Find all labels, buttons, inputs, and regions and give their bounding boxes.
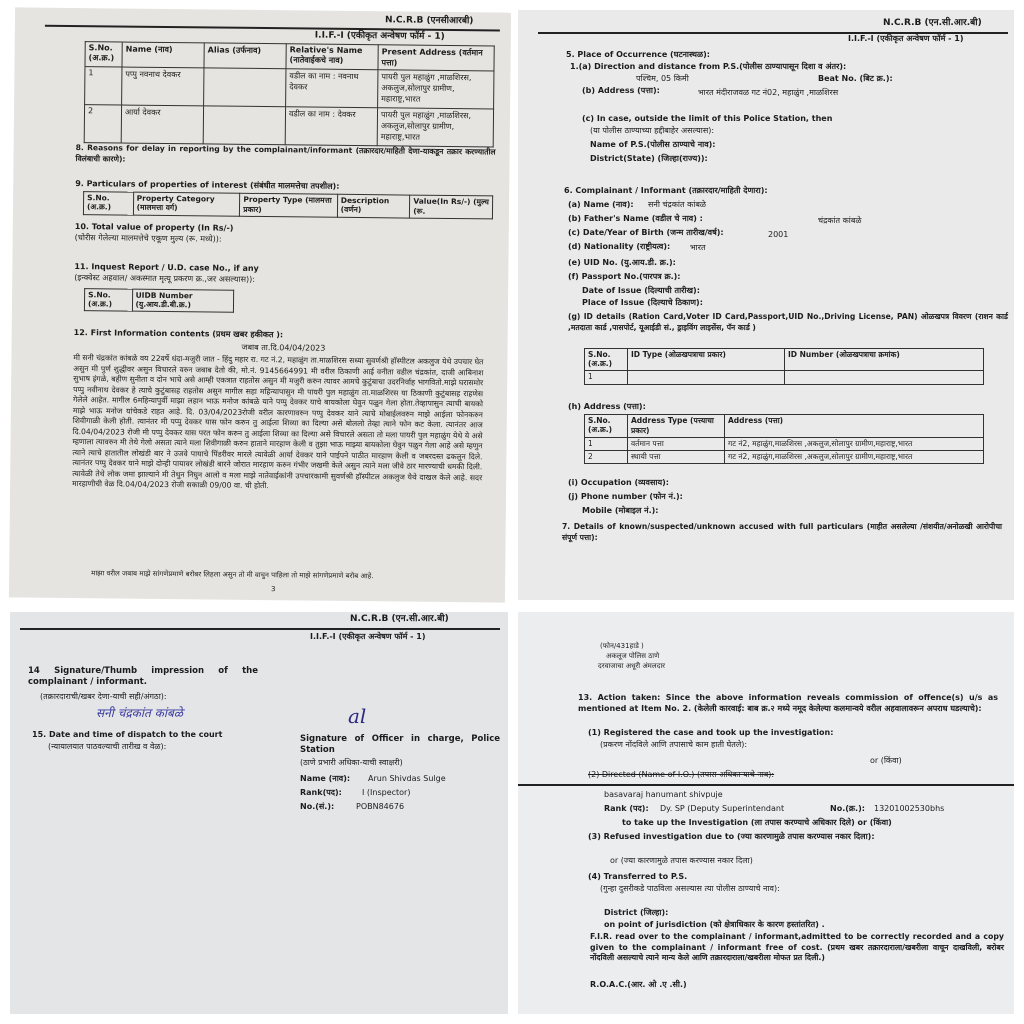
fir-date: जबाब ता.दि.04/04/2023 [241,342,326,353]
beat-label: Beat No. (बिट क्र.): [818,74,893,83]
table-cell: वडील का नाम : देवकर [285,107,377,146]
stamp-line-3: दरवाजाचा अधूरी अंमलदार [598,662,666,670]
complainant-signature: सनी चंद्रकांत कांबळे [96,706,183,720]
item-8-delay-reasons: 8. Reasons for delay in reporting by the complainant/informant (तक्रारदार/माहिती देणा-याकडून तक्रार करण्यातील विलंबाची कारणे): [75,143,496,164]
item-5-direction-label: 1.(a) Direction and distance from P.S.(पोलीस ठाण्यापासून दिशा व अंतर): [570,62,847,71]
item-14-signature: 14 Signature/Thumb impression of the complainant / informant. [28,666,258,687]
stamp-line-2: अकलूज पोलिस ठाणे [606,652,660,660]
address-table [584,414,984,464]
complainant-name-value: सनी चंद्रकांत कांबळे [648,200,706,209]
mobile-label: Mobile (मोबाइल नं.): [582,506,659,515]
address-value: भारत मंदीराजवळ गट नं02, महाळुंग ,माळशिरस [698,88,839,97]
district-label: District (जिल्हा): [604,908,669,917]
page-number: 3 [270,585,276,594]
passport-label: (f) Passport No.(पारपत्र क्र.): [568,272,681,281]
table-cell: वडील का नाम : नवनाथ देवकर [286,69,378,108]
officer-in-charge-heading: Signature of Officer in charge, Police Station [300,734,500,755]
dob-label: (c) Date/Year of Birth (जन्म तारीख/वर्ष): [568,228,724,237]
table-cell: 1 [585,438,628,451]
item-11-marathi: (इन्क्वेस्ट अहवाल/ अकस्मात मृत्यू प्रकरण क्र.,जर असल्यास)): [74,273,256,284]
property-table [83,191,493,219]
item-15-marathi: (न्यायालयात पाठवल्याची तारीख व वेळ): [48,742,167,751]
item-11-inquest: 11. Inquest Report / U.D. case No., if any [74,262,259,273]
item-13-action-taken: 13. Action taken: Since the above information reveals commission of offence(s) u/s as mentioned at Item No. 2. (केलेली कारवाई: बाब क्र.२ मध्ये नमूद केलेल्या कलमान्वये वरील अहवालावरून अपराध घडल्याचे): [578,693,998,713]
column-header: Description (वर्णन) [337,194,410,218]
officer-no-label: No.(सं.): [300,802,335,811]
table-cell: आर्या देवकर [121,105,203,144]
officer-heading-marathi: (ठाणे प्रभारी अधिका-याची स्वाक्षरी) [300,758,403,767]
table-header-row [585,349,984,371]
io-rank-value: Dy. SP (Deputy Superintendant [660,804,785,813]
table-cell: पायरी पुल महाळुंग ,माळशिरस, अकलुज,सोलापुर ग्रामीण, महाराष्ट्र,भारत [378,70,494,109]
item-13-1-marathi: (प्रकरण नोंदविले आणि तपासाचे काम हाती घेतले): [600,740,748,749]
id-table [584,348,984,385]
item-13-1-registered: (1) Registered the case and took up the investigation: [588,728,834,737]
table-header-row [84,289,233,313]
fir-statement-end: माझा वरील जबाब माझे सांगणेप्रमाणे बरोबर लिहला असुन तो मी वाचुन पाहिला तो माझे सांगणेप्रमाणे बरोब आहे. [91,569,374,581]
table-cell [785,371,984,385]
district-label: District(State) (जिल्हा(राज्य)): [590,154,708,163]
io-rank-label: Rank (पद): [604,804,649,813]
table-row [85,67,494,109]
io-no-value: 13201002530bhs [874,804,945,813]
table-cell: 2 [585,451,628,464]
nationality-value: भारत [690,243,706,252]
ncrb-header: N.C.R.B (एनसीआरबी) [384,15,474,27]
table-cell: वर्तमान पत्ता [628,438,725,451]
form-title: I.I.F.-I (एकीकृत अन्वेषण फॉर्म - 1) [310,632,426,641]
take-up-investigation: to take up the Investigation (ला तपास करण्याचे अधिकार दिले) or (किंवा) [622,818,892,827]
table-row [84,105,493,147]
column-header: Property Category (मालमत्ता वर्ग) [133,192,240,216]
column-header: Present Address (वर्तमान पत्ता) [378,45,494,71]
phone-label: (j) Phone number (फोन नं.): [568,492,683,501]
father-name-label: (b) Father's Name (वडील चे नाव) : [568,214,703,223]
stamp-line-1: (फोन/431हाडे ) [600,642,644,650]
item-15-dispatch: 15. Date and time of dispatch to the court [32,730,223,739]
item-10-total-value: 10. Total value of property (In Rs/-) [74,222,234,233]
table-cell: 2 [84,105,121,143]
column-header: Address Type (पत्त्याचा प्रकार) [628,415,725,438]
fir-read-over: F.I.R. read over to the complainant / informant,admitted to be correctly recorded and a copy given to the complainant / informant free of cost. (प्रथम खबर तक्रारदाराला/खबरीला वाचून दाखविली, बरोबर नोंदविली असल्याचे त्याने मान्य केले आणि तक्रारदाराला/खबरीला मोफत प्रत दिली.) [590,932,1004,962]
officer-rank-label: Rank(पद): [300,788,342,797]
table-row [585,371,984,385]
item-13-2-directed: (2) Directed (Name of I.O.) (तपास अधिकाऱ्याचे नाव): [588,770,775,779]
item-12-fir-contents: 12. First Information contents (प्रथम खबर हकीकत ): [73,328,284,340]
form-title: I.I.F.-I (एकीकृत अन्वेषण फॉर्म - 1) [314,30,445,42]
column-header: S.No. (अ.क्र.) [585,349,628,371]
uidb-table [84,288,234,313]
fir-page-2 [518,10,1014,600]
table-cell: 1 [85,67,122,105]
uid-label: (e) UID No. (यु.आय.डी. क्र.): [568,258,676,267]
item-7-accused: 7. Details of known/suspected/unknown accused with full particulars (माहीत असलेल्या /संशयीत/अनोळखी आरोपीचा संपूर्ण पत्ता): [562,522,1002,542]
dob-value: 2001 [768,230,789,239]
column-header: S.No. (अ.क्र.) [85,42,122,67]
table-cell [204,68,286,107]
item-13-4-marathi: (गुन्हा दुसरीकडे पाठविला असल्यास त्या पोलीस ठाण्याचे नाव): [600,884,780,893]
roac-label: R.O.A.C.(आर. ओ .ए .सी.) [590,980,687,989]
officer-rank-value: I (Inspector) [362,788,411,797]
officer-name-label: Name (नाव): [300,774,351,783]
table-cell [203,106,285,145]
father-name-value: चंद्रकांत कांबळे [818,216,862,225]
outside-ps-marathi: (या पोलीस ठाण्याच्या हद्दीबाहेर असल्यास): [590,126,715,135]
fir-statement-text: मी सनी चंद्रकांत कांबळे वय 22वर्षे धंदा-मजुरी जात - हिंदु महार रा. गट नं.2, महाळुंग ता.माळशिरस सध्या सुवर्णश्री हॉस्पीटल अकलुज येथे उपचार घेत असुन मी पुर्ण शुद्धीवर असुन विचारले वरुन जबाब देतो की, मो.नं. 9145664991 मी वरील ठिकाणी आई वनीता वडील चंद्रकांत, दाजी आबिनाश सुभाष इंगळे, बहीण सुनीता व दोन भाचे असे आम्ही एकत्रात राहतोस असुन मी मजुरी करुन त्यावर आमचे कुटुंबाचा उदरनिर्वाह भागवितो.माझे घरासमोर पप्पु नवीनाथ देवकर हे त्याचे कुटुंबासह राहतोस असुन मागील सहा महिन्यापासुन मी पायरी पुल महाळुंग ता.माळशिरस या ठिकाणी कुटुंबासह राहणेस गेलेले आहेत. मागील 6महिन्यापुर्वी माझा लहान भाऊ मनोज कांबळे याने पप्पु देवकर याचे बायकोला घेवुन पळुन गेला होता.तेव्हापासुन त्याची बायको माझे भाऊ मनोज यांचेकडे राहत आहे. दि. 03/04/2023रोजी वरील कारणावरुन पप्पु देवकर याने त्याचे मोबाईलवरुन माझे आईला फोनकरुन शिवीगाळी केली होती. त्यानंतर मी पप्पु देवकर यास फोन करुन तु आईला शिव्या का दिल्या असे बोललो तेव्हा त्याने फोन कट केला. त्यानंतर आज दि.04/04/2023 रोजी मी पप्पु देवकर यास परत फोन करुन तु आईला शिव्या का दिल्या असे विचारले असता तो मला पायरी पुल महाळुंग येथे ये असे म्हणाला त्यावरुन मी तेथे गेलो असता त्याने मला शिवीगाळी करुन हाताने मारहाण केली व तुझा भाऊ माझ्या बायकोला घेवुन पळुन गेला आहे असे म्हणुन त्याने त्याचे हातातील लोखंडी बार ने उजवे पायाचे पिंडरीवर मारले त्यावेळी आर्या देवकर याने पाईपने पाठीत मारहाण केली व जबरदस्त ढकलुन दिले. त्यानंतर पप्पु देवकर याने माझे दोन्ही पायावर लोखंडी बारने जोरात मारहाण करुन गंभीर जखमी केले असुन त्याने मला जीवे ठार मारण्याची धमकी दिली. त्यावेळी तेथे लोक जमा झाल्याने मी तेथुन निघुन आलो व मला माझे नातेवाईकांनी उपचारकामी सुवर्णश्री हॉस्पीटल अकलुज येथे दाखल केले आहे. सदर मारहाणीची वेळ दि.04/04/2023 रोजी सकाळी 09/00 वा. ची होती. [72,353,484,491]
fir-page-4 [518,612,1014,1014]
item-14-marathi: (तक्रारदाराची/खबर देणा-याची सही/अंगठा): [40,692,167,701]
ncrb-header: N.C.R.B (एन.सी.आर.बी) [350,614,449,624]
occupation-label: (i) Occupation (व्यवसाय): [568,478,669,487]
item-10-marathi: (चोरीस गेलेल्या मालमत्तेचे एकूण मुल्य (रू. मध्ये)): [74,233,222,244]
accused-table [84,41,495,147]
table-cell [628,371,785,385]
table-cell: पायरी पुल महाळुंग ,माळशिरस, अकलुज,सोलापुर ग्रामीण, महाराष्ट्र,भारत [377,108,493,147]
nationality-label: (d) Nationality (राष्ट्रीयत्व): [568,242,671,251]
column-header: Property Type (मालमत्ता प्रकार) [240,193,338,217]
form-title: I.I.F.-I (एकीकृत अन्वेषण फॉर्म - 1) [848,34,964,43]
or-option-2: or (ज्या कारणामुळे तपास करण्यास नकार दिला) [610,856,753,865]
address-section-label: (h) Address (पत्ता): [568,402,646,411]
item-9-properties: 9. Particulars of properties of interest (संबंधीत मालमत्तेचा तपशील): [75,179,340,191]
table-header-row [83,192,492,219]
fir-page-1 [9,7,511,602]
column-header: Value(In Rs/-) (मुल्य (रू. [410,195,493,219]
outside-ps-label: (c) In case, outside the limit of this Police Station, then [582,114,833,123]
issue-date-label: Date of Issue (दिल्याची तारीख): [582,286,700,295]
table-cell: 1 [585,371,628,385]
page-fold-rule [518,784,1014,786]
address-label: (b) Address (पत्ता): [582,86,660,95]
direction-value: पश्चिम, 05 किमी [636,74,689,83]
column-header: Relative's Name (नातेवाईकचे नाव) [286,44,378,70]
column-header: S.No. (अ.क्र.) [585,415,628,438]
ncrb-header: N.C.R.B (एन.सी.आर.बी) [883,18,982,28]
item-13-4-transferred: (4) Transferred to P.S. [588,872,688,881]
table-cell: पप्पु नवनाथ देवकर [122,67,204,106]
column-header: Alias (उर्फनाव) [204,43,286,69]
ps-name-label: Name of P.S.(पोलीस ठाण्याचे नाव): [590,140,716,149]
table-cell: गट नं2, महाळुंग,माळशिरस ,अकलुज,सोलापुर ग्रामीण,महाराष्ट्र,भारत [725,451,984,464]
issue-place-label: Place of Issue (दिल्याचे ठिकाण): [582,298,703,307]
id-details-label: (g) ID details (Ration Card,Voter ID Card,Passport,UID No.,Driving License, PAN) ओळखपत्र विवरण (राशन कार्ड ,मतदाता कार्ड ,पासपोर्ट, यूआईडी सं., ड्राइविंग लाइसेंस, पॅन कार्ड ) [568,312,1008,332]
officer-name-value: Arun Shivdas Sulge [368,774,446,783]
table-cell: गट नं2, महाळुंग,माळशिरस ,अकलुज,सोलापुर ग्रामीण,महाराष्ट्र,भारत [725,438,984,451]
column-header: Name (नाव) [122,42,204,68]
officer-no-value: POBN84676 [356,802,405,811]
io-no-label: No.(क्र.): [830,804,865,813]
complainant-name-label: (a) Name (नाव): [568,200,634,209]
column-header: S.No. (अ.क्र.) [83,192,133,216]
fir-page-3 [10,612,508,1014]
table-row [585,451,984,464]
item-13-3-refused: (3) Refused investigation due to (ज्या कारणामुळे तपास करण्यास नकार दिला): [588,832,875,841]
item-5-place: 5. Place of Occurrence (घटनास्थळ): [566,50,710,59]
table-cell: स्थायी पत्ता [628,451,725,464]
header-rule [20,628,500,630]
column-header: S.No. (अ.क्र.) [84,289,132,311]
table-row [585,438,984,451]
column-header: Address (पत्ता) [725,415,984,438]
item-6-complainant: 6. Complainant / Informant (तक्रारदार/माहिती देणारा): [564,186,768,195]
or-option-1: or (किंवा) [870,756,902,765]
column-header: UIDB Number (यु.आय.डी.बी.क्र.) [132,289,234,312]
officer-signature: al [348,704,367,728]
table-header-row [585,415,984,438]
column-header: ID Type (ओळखपत्राचा प्रकार) [628,349,785,371]
jurisdiction-label: on point of jurisdiction (को क्षेत्राधिकार के कारण हस्तांतरित) . [604,920,825,929]
column-header: ID Number (ओळखपत्राचा क्रमांक) [785,349,984,371]
io-name: basavaraj hanumant shivpuje [604,790,723,799]
